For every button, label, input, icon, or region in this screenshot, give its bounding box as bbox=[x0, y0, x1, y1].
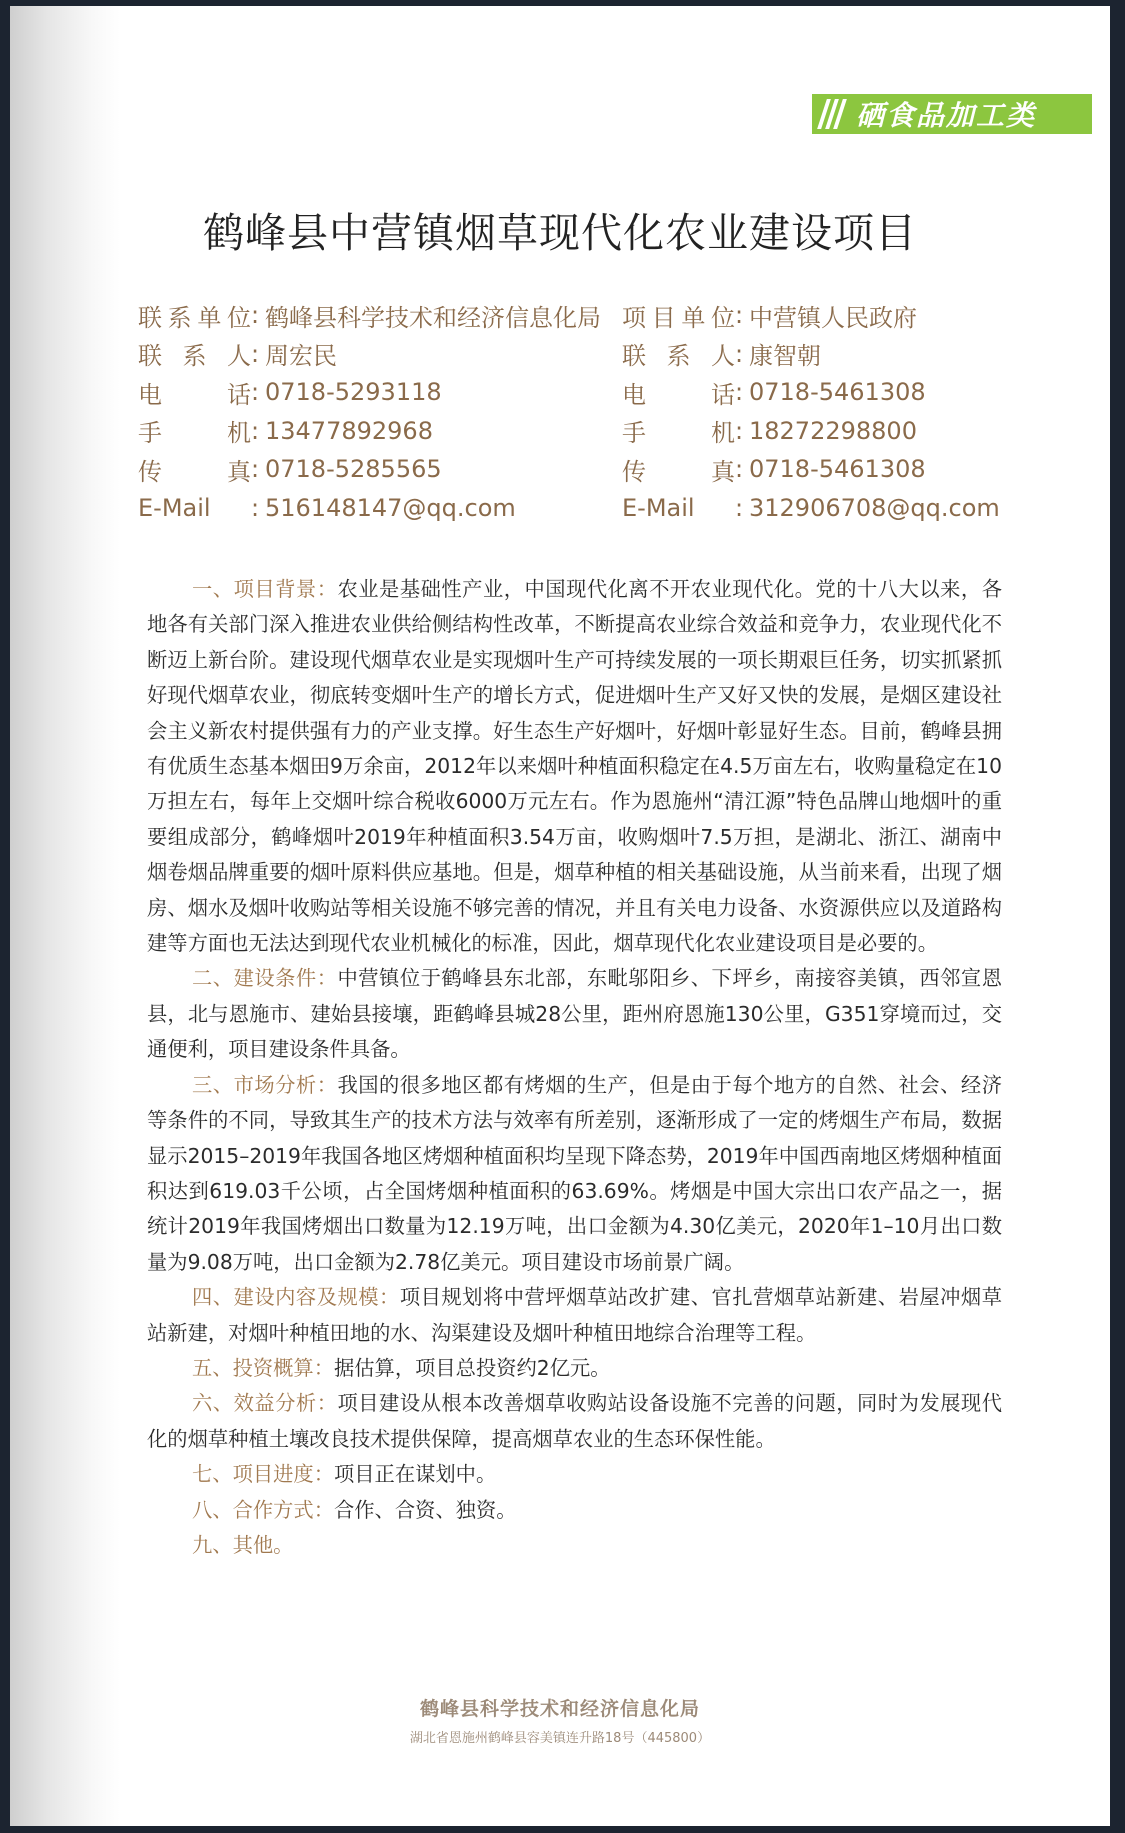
body-text bbox=[147, 572, 1002, 1563]
section-heading: 四、建设内容及规模： bbox=[192, 1285, 400, 1310]
colon: : bbox=[251, 416, 260, 445]
contact-value: 周宏民 bbox=[265, 342, 337, 371]
contact-label: 传真 bbox=[138, 457, 251, 486]
section-paragraph bbox=[147, 1068, 1002, 1280]
section-text: 农业是基础性产业，中国现代化离不开农业现代化。党的十八大以来，各地各有关部门深入推进农业供给侧结构性改革，不断提高农业综合效益和竞争力，农业现代化不断迈上新台阶。建设现代烟草农业是实现烟叶生产可持续发展的一项长期艰巨任务，切实抓紧抓好现代烟草农业，彻底转变烟叶生产的增长方式，促进烟叶生产又好又快的发展，是烟区建设社会主义新农村提供强有力的产业支撑。好生态生产好烟叶，好烟叶彰显好生态。目前，鹤峰县拥有优质生态基本烟田9万余亩，2012年以来烟叶种植面积稳定在4.5万亩左右，收购量稳定在10万担左右，每年上交烟叶综合税收6000万元左右。作为恩施州“清江源”特色品牌山地烟叶的重要组成部分，鹤峰烟叶2019年种植面积3.54万亩，收购烟叶7.5万担，是湖北、浙江、湖南中烟卷烟品牌重要的烟叶原料供应基地。但是，烟草种植的相关基础设施，从当前来看，出现了烟房、烟水及烟叶收购站等相关设施不够完善的情况，并且有关电力设备、水资源供应以及道路构建等方面也无法达到现代农业机械化的标准，因此，烟草现代化农业建设项目是必要的。 bbox=[147, 577, 1002, 956]
contact-row bbox=[622, 450, 1000, 489]
section-text: 我国的很多地区都有烤烟的生产，但是由于每个地方的自然、社会、经济等条件的不同，导致其生产的技术方法与效率有所差别，逐渐形成了一定的烤烟生产布局，数据显示2015–2019年我国各地区烤烟种植面积均呈现下降态势，2019年中国西南地区烤烟种植面积达到619.03千公顷，占全国烤烟种植面积的63.69%。烤烟是中国大宗出口农产品之一，据统计2019年我国烤烟出口数量为12.19万吨，出口金额为4.30亿美元，2020年1–10月出口数量为9.08万吨，出口金额为2.78亿美元。项目建设市场前景广阔。 bbox=[147, 1072, 1002, 1274]
category-tab-label: 硒食品加工类 bbox=[856, 99, 1037, 132]
contact-label: 联系人 bbox=[138, 342, 251, 371]
colon: : bbox=[251, 493, 260, 522]
section-paragraph bbox=[147, 1457, 1002, 1492]
section-paragraph bbox=[147, 1386, 1002, 1457]
section-heading: 六、效益分析： bbox=[192, 1391, 338, 1416]
page-title: 鹤峰县中营镇烟草现代化农业建设项目 bbox=[203, 209, 917, 257]
section-heading: 二、建设条件： bbox=[192, 966, 338, 991]
footer-org: 鹤峰县科学技术和经济信息化局 bbox=[419, 1698, 700, 1720]
contact-label: 项目单位 bbox=[622, 303, 735, 332]
contact-value: 13477892968 bbox=[265, 416, 433, 445]
contact-row bbox=[138, 489, 601, 528]
contact-label: 电话 bbox=[622, 380, 735, 409]
contact-value: 中营镇人民政府 bbox=[749, 303, 917, 332]
section-paragraph bbox=[147, 1351, 1002, 1386]
section-paragraph bbox=[147, 1528, 1002, 1563]
contact-label: E-Mail bbox=[622, 493, 695, 522]
contact-value: 18272298800 bbox=[749, 416, 917, 445]
colon: : bbox=[251, 455, 260, 484]
section-heading: 一、项目背景： bbox=[192, 577, 338, 601]
contact-value: 312906708@qq.com bbox=[749, 493, 1000, 522]
contact-row bbox=[622, 412, 1000, 451]
contact-row bbox=[138, 373, 601, 412]
colon: : bbox=[735, 455, 744, 484]
section-paragraph bbox=[147, 572, 1002, 961]
contact-value: 0718-5293118 bbox=[265, 378, 442, 407]
colon: : bbox=[735, 416, 744, 445]
section-heading: 五、投资概算： bbox=[192, 1355, 334, 1380]
section-paragraph bbox=[147, 1280, 1002, 1351]
contact-column-right bbox=[622, 296, 1000, 527]
colon: : bbox=[735, 301, 744, 330]
contact-value: 516148147@qq.com bbox=[265, 493, 516, 522]
contact-row bbox=[138, 296, 601, 335]
category-tab bbox=[812, 94, 1092, 134]
contact-row bbox=[622, 335, 1000, 374]
section-text: 据估算，项目总投资约2亿元。 bbox=[333, 1355, 611, 1380]
section-heading: 七、项目进度： bbox=[192, 1462, 334, 1487]
page-footer bbox=[10, 1694, 1110, 1746]
section-text: 项目建设从根本改善烟草收购站设备设施不完善的问题，同时为发展现代化的烟草种植土壤改良技术提供保障，提高烟草农业的生态环保性能。 bbox=[147, 1391, 1002, 1451]
contact-row bbox=[138, 412, 601, 451]
contact-value: 0718-5461308 bbox=[749, 455, 926, 484]
contact-value: 0718-5461308 bbox=[749, 378, 926, 407]
contact-label: 联系单位 bbox=[138, 303, 251, 332]
section-heading: 八、合作方式： bbox=[192, 1497, 334, 1522]
section-paragraph bbox=[147, 1493, 1002, 1528]
colon: : bbox=[735, 493, 744, 522]
contact-label: E-Mail bbox=[138, 493, 211, 522]
section-heading: 九、其他。 bbox=[192, 1532, 294, 1557]
colon: : bbox=[251, 378, 260, 407]
colon: : bbox=[735, 378, 744, 407]
contact-row bbox=[622, 489, 1000, 528]
contact-value: 鹤峰县科学技术和经济信息化局 bbox=[265, 303, 601, 332]
footer-address: 湖北省恩施州鹤峰县容美镇连升路18号（445800） bbox=[409, 1731, 711, 1746]
contact-label: 联系人 bbox=[622, 342, 735, 371]
section-paragraph bbox=[147, 961, 1002, 1067]
contact-label: 手机 bbox=[138, 419, 251, 448]
section-heading: 三、市场分析： bbox=[192, 1072, 338, 1097]
contact-label: 手机 bbox=[622, 419, 735, 448]
contact-value: 康智朝 bbox=[749, 342, 821, 371]
contact-row bbox=[138, 335, 601, 374]
colon: : bbox=[251, 339, 260, 368]
contact-value: 0718-5285565 bbox=[265, 455, 442, 484]
section-text: 项目规划将中营坪烟草站改扩建、官扎营烟草站新建、岩屋冲烟草站新建，对烟叶种植田地的水、沟渠建设及烟叶种植田地综合治理等工程。 bbox=[147, 1285, 1002, 1345]
contact-row bbox=[622, 296, 1000, 335]
colon: : bbox=[735, 339, 744, 368]
contact-label: 传真 bbox=[622, 457, 735, 486]
section-text: 项目正在谋划中。 bbox=[333, 1462, 497, 1487]
stripes-decoration bbox=[822, 99, 842, 129]
contact-column-left bbox=[138, 296, 601, 527]
contact-label: 电话 bbox=[138, 380, 251, 409]
document-page bbox=[10, 6, 1110, 1826]
section-text: 中营镇位于鹤峰县东北部，东毗邬阳乡、下坪乡，南接容美镇，西邻宣恩县，北与恩施市、建始县接壤，距鹤峰县城28公里，距州府恩施130公里，G351穿境而过，交通便利，项目建设条件具备。 bbox=[147, 966, 1002, 1062]
contact-row bbox=[622, 373, 1000, 412]
contact-row bbox=[138, 450, 601, 489]
section-text: 合作、合资、独资。 bbox=[333, 1497, 517, 1522]
colon: : bbox=[251, 301, 260, 330]
